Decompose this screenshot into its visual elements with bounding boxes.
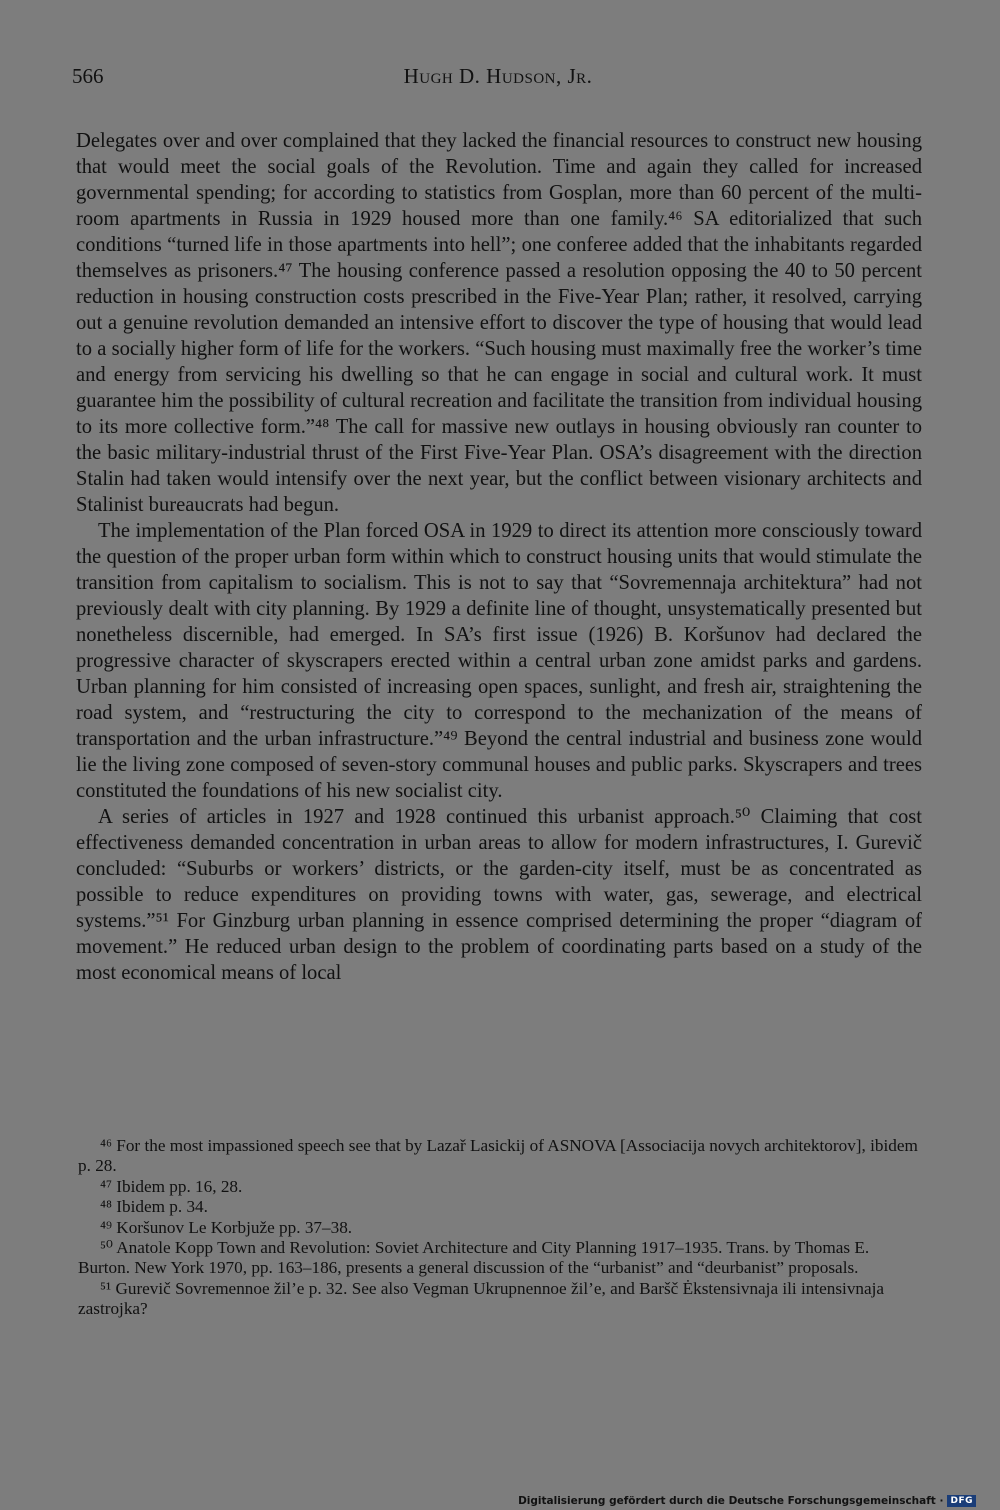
- footnote: ⁴⁷ Ibidem pp. 16, 28.: [100, 1176, 243, 1196]
- body-text: [76, 128, 922, 986]
- credit-text: Digitalisierung gefördert durch die Deutsche Forschungsgemeinschaft ·: [518, 1495, 944, 1507]
- footnote: ⁴⁸ Ibidem p. 34.: [100, 1197, 208, 1217]
- dfg-logo: DFG: [947, 1495, 976, 1507]
- footnote: ⁵⁰ Anatole Kopp Town and Revolution: Soviet Architecture and City Planning 1917–1935. Trans. by Thomas E. Burton. New York 1970, pp. 163–186, presents a general discussion of the “urbanist” and “deurbanist” proposals.: [78, 1238, 870, 1278]
- footnote: ⁵¹ Gurevič Sovremennoe žil’e p. 32. See also Vegman Ukrupnennoe žil’e, and Baršč Ėkstensivnaja ili intensivnaja zastrojka?: [78, 1278, 885, 1319]
- paragraph: Delegates over and over complained that they lacked the financial resources to construct new housing that would meet the social goals of the Revolution. Time and again they called for increased governmental spending; for according to statistics from Gosplan, more than 60 percent of the multi-room apartments in Russia in 1929 housed more than one family.⁴⁶ SA editorialized that such conditions “turned life in those apartments into hell”; one conferee added that the inhabitants regarded themselves as prisoners.⁴⁷ The housing conference passed a resolution opposing the 40 to 50 percent reduction in housing construction costs prescribed in the Five-Year Plan; rather, it resolved, carrying out a genuine revolution demanded an intensive effort to discover the type of housing that would lead to a socially higher form of life for the workers. “Such housing must maximally free the worker’s time and energy from servicing his dwelling so that he can engage in social and cultural work. It must guarantee him the possibility of cultural recreation and facilitate the transition from individual housing to its more collective form.”⁴⁸ The call for massive new outlays in housing obviously ran counter to the basic military-industrial thrust of the First Five-Year Plan. OSA’s disagreement with the direction Stalin had taken would intensify over the next year, but the conflict between visionary architects and Stalinist bureaucrats had begun.: [76, 130, 922, 516]
- paragraph: A series of articles in 1927 and 1928 continued this urbanist approach.⁵⁰ Claiming that cost effectiveness demanded concentration in urban areas to allow for modern infrastructures, I. Gurevič concluded: “Suburbs or workers’ districts, or the garden-city itself, must be as concentrated as possible to reduce expenditures on providing towns with water, gas, sewerage, and electrical systems.”⁵¹ For Ginzburg urban planning in essence comprised determining the proper “diagram of movement.” He reduced urban design to the problem of coordinating parts based on a study of the most economical means of local: [76, 806, 922, 984]
- page-number: 566: [72, 64, 104, 88]
- footnote: ⁴⁶ For the most impassioned speech see that by Lazař Lasickij of ASNOVA [Associacija novych architektorov], ibidem p. 28.: [78, 1136, 918, 1176]
- digitization-credit: [518, 1495, 976, 1507]
- page-header: [72, 64, 924, 92]
- running-head: Hugh D. Hudson, Jr.: [403, 64, 593, 88]
- footnote: ⁴⁹ Koršunov Le Korbjuže pp. 37–38.: [100, 1217, 353, 1237]
- footnotes: [78, 1136, 924, 1320]
- paragraph: The implementation of the Plan forced OSA in 1929 to direct its attention more consciously toward the question of the proper urban form within which to construct housing units that would stimulate the transition from capitalism to socialism. This is not to say that “Sovremennaja architektura” had not previously dealt with city planning. By 1929 a definite line of thought, unsystematically presented but nonetheless discernible, had emerged. In SA’s first issue (1926) B. Koršunov had declared the progressive character of skyscrapers erected within a central urban zone amidst parks and gardens. Urban planning for him consisted of increasing open spaces, sunlight, and fresh air, straightening the road system, and “restructuring the city to correspond to the mechanization of the means of transportation and the urban infrastructure.”⁴⁹ Beyond the central industrial and business zone would lie the living zone composed of seven-story communal houses and public parks. Skyscrapers and trees constituted the foundations of his new socialist city.: [76, 520, 922, 802]
